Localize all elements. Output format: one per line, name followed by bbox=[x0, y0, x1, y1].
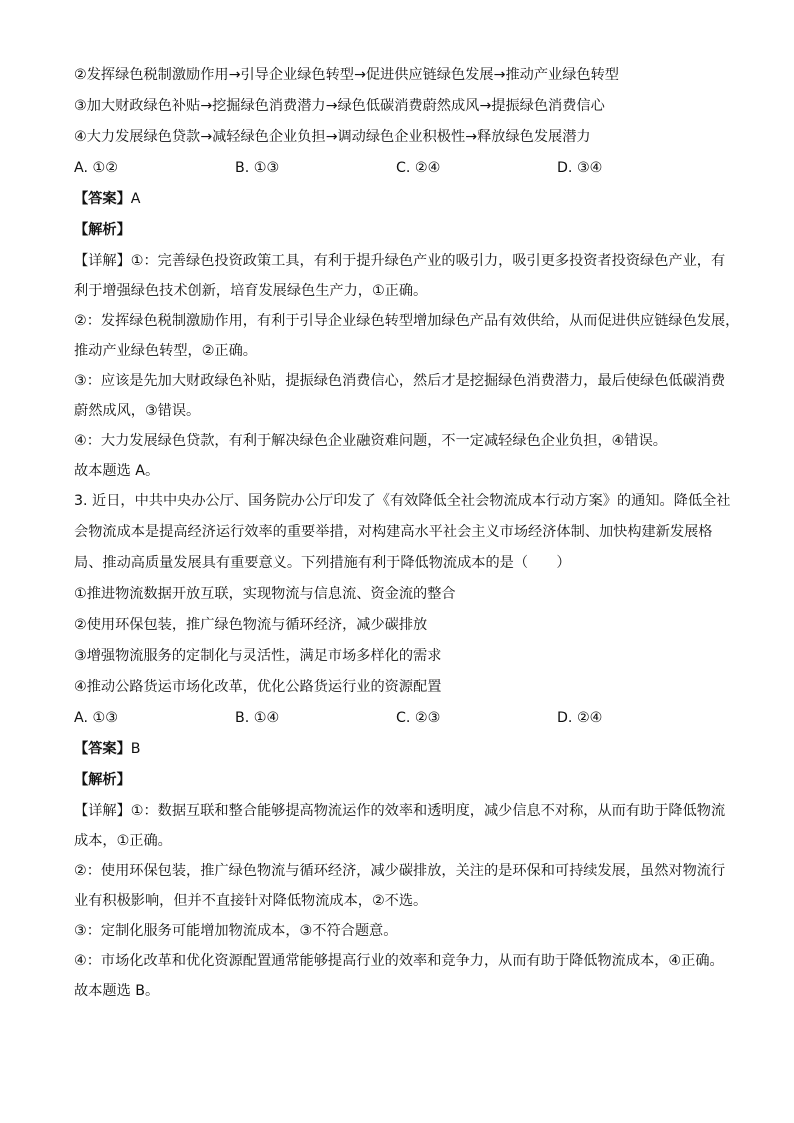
q2-option-a: A. ①② bbox=[74, 160, 118, 176]
q2-option-c: C. ②④ bbox=[396, 160, 441, 176]
q2-analysis-heading bbox=[74, 215, 734, 246]
answer-value: B bbox=[130, 741, 141, 757]
analysis-tag: 【解析】 bbox=[74, 222, 131, 238]
q2-detail-line: 利于增强绿色技术创新，培育发展绿色生产力，①正确。 bbox=[74, 283, 428, 299]
q3-detail-line: 成本，①正确。 bbox=[74, 833, 172, 849]
q3-statement-1: ①推进物流数据开放互联，实现物流与信息流、资金流的整合 bbox=[74, 586, 456, 602]
q2-statement-2: ②发挥绿色税制激励作用→引导企业绿色转型→促进供应链绿色发展→推动产业绿色转型 bbox=[74, 67, 619, 83]
q3-option-b: B. ①④ bbox=[235, 710, 280, 726]
q2-option-b: B. ①③ bbox=[235, 160, 280, 176]
q3-statement-2: ②使用环保包装，推广绿色物流与循环经济，减少碳排放 bbox=[74, 617, 428, 633]
q2-answer bbox=[74, 184, 734, 215]
detail-tag: 【详解】 bbox=[74, 253, 131, 269]
q2-detail-line: ④：大力发展绿色贷款，有利于解决绿色企业融资难问题，不一定减轻绿色企业负担，④错误。 bbox=[74, 433, 667, 449]
q3-detail-line: ④：市场化改革和优化资源配置通常能够提高行业的效率和竞争力，从而有助于降低物流成本，④正确。 bbox=[74, 953, 724, 969]
q2-detail-line bbox=[74, 246, 734, 276]
q2-statement-3: ③加大财政绿色补贴→挖掘绿色消费潜力→绿色低碳消费蔚然成风→提振绿色消费信心 bbox=[74, 98, 605, 114]
q3-analysis-heading bbox=[74, 765, 734, 796]
q2-statement-4: ④大力发展绿色贷款→减轻绿色企业负担→调动绿色企业积极性→释放绿色发展潜力 bbox=[74, 129, 591, 145]
q3-detail-line: 业有积极影响，但并不直接针对降低物流成本，②不选。 bbox=[74, 893, 428, 909]
answer-tag: 【答案】 bbox=[74, 191, 131, 207]
analysis-tag: 【解析】 bbox=[74, 772, 131, 788]
q3-statement-3: ③增强物流服务的定制化与灵活性，满足市场多样化的需求 bbox=[74, 648, 442, 664]
q3-stem-line: 局、推动高质量发展具有重要意义。下列措施有利于降低物流成本的是（ ） bbox=[74, 555, 571, 571]
document-page bbox=[74, 60, 740, 1006]
detail-text: ①：完善绿色投资政策工具，有利于提升绿色产业的吸引力，吸引更多投资者投资绿色产业，有 bbox=[130, 253, 726, 269]
q3-options bbox=[74, 703, 734, 734]
q3-stem-line: 3. 近日，中共中央办公厅、国务院办公厅印发了《有效降低全社会物流成本行动方案》的通知。降低全社 bbox=[74, 493, 731, 509]
q3-detail-line: ③：定制化服务可能增加物流成本，③不符合题意。 bbox=[74, 923, 398, 939]
q3-option-c: C. ②③ bbox=[396, 710, 441, 726]
q3-detail-line: ②：使用环保包装，推广绿色物流与循环经济，减少碳排放，关注的是环保和可持续发展，虽然对物流行 bbox=[74, 863, 726, 879]
q2-detail-line: 蔚然成风，③错误。 bbox=[74, 403, 201, 419]
answer-tag: 【答案】 bbox=[74, 741, 131, 757]
q2-options bbox=[74, 153, 734, 184]
q2-option-d: D. ③④ bbox=[557, 160, 603, 176]
answer-value: A bbox=[130, 191, 141, 207]
q2-detail-line: ③：应该是先加大财政绿色补贴，提振绿色消费信心，然后才是挖掘绿色消费潜力，最后使绿色低碳消费 bbox=[74, 373, 726, 389]
q2-conclusion: 故本题选 A。 bbox=[74, 463, 160, 479]
q2-detail-line: 推动产业绿色转型，②正确。 bbox=[74, 343, 257, 359]
q3-conclusion: 故本题选 B。 bbox=[74, 983, 160, 999]
q3-statement-4: ④推动公路货运市场化改革，优化公路货运行业的资源配置 bbox=[74, 679, 442, 695]
q3-option-d: D. ②④ bbox=[557, 710, 603, 726]
detail-tag: 【详解】 bbox=[74, 803, 131, 819]
q2-detail-line: ②：发挥绿色税制激励作用，有利于引导企业绿色转型增加绿色产品有效供给，从而促进供应链绿色发展， bbox=[74, 313, 740, 329]
q3-answer bbox=[74, 734, 734, 765]
detail-text: ①：数据互联和整合能够提高物流运作的效率和透明度，减少信息不对称，从而有助于降低物流 bbox=[130, 803, 726, 819]
q3-stem-line: 会物流成本是提高经济运行效率的重要举措，对构建高水平社会主义市场经济体制、加快构建新发展格 bbox=[74, 524, 713, 540]
q3-option-a: A. ①③ bbox=[74, 710, 118, 726]
q3-detail-line bbox=[74, 796, 734, 826]
